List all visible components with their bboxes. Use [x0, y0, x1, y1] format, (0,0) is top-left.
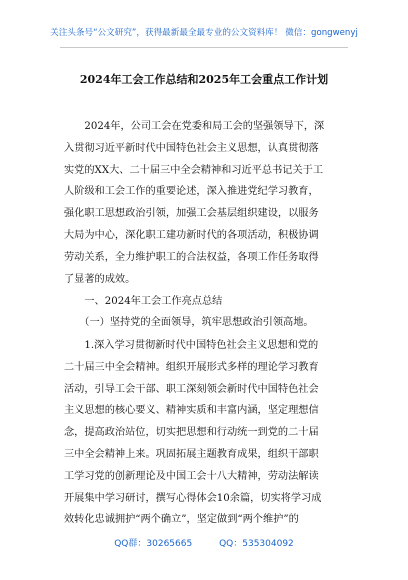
text-line: 人阶级和工会工作的重要论述，深入推进党纪学习教育，: [64, 186, 319, 198]
text-line: 活动，引导工会干部、职工深刻领会新时代中国特色社会: [64, 383, 319, 395]
text-line: 三中全会精神上来。巩固拓展主题教育成果，组织干部职: [64, 448, 319, 460]
text-line: 工学习党的创新理论及中国工会十八大精神，劳动法解读: [64, 470, 319, 482]
text-line: 劳动关系，全力维护职工的合法权益，各项工作任务取得: [64, 251, 319, 263]
footer-contact: [0, 538, 408, 550]
header-promo-note: 关注头条号“公文研究”，获得最新最全最专业的公文资料库！ 微信：gongwenyj: [50, 28, 358, 38]
document-title: 2024年工会工作总结和2025年工会重点工作计划: [79, 73, 329, 86]
text-line: 开展集中学习研讨，撰写心得体会10余篇，切实将学习成: [64, 492, 322, 504]
text-line: 大局为中心，深化职工建功新时代的各项活动，积极协调: [64, 229, 319, 241]
text-line: 了显著的成效。: [64, 273, 136, 285]
text-line: 强化职工思想政治引领，加强工会基层组织建设，以服务: [64, 208, 319, 220]
text-line: 效转化忠诚拥护“两个确立”，坚定做到“两个维护”的: [64, 514, 299, 526]
subsection-heading: （一）坚持党的全面领导，筑牢思想政治引领高地。: [64, 317, 314, 328]
text-line: 2024年，公司工会在党委和局工会的坚强领导下，深: [64, 121, 325, 132]
text-line: 1.深入学习贯彻新时代中国特色社会主义思想和党的: [64, 340, 319, 351]
text-line: 二十届三中全会精神。组织开展形式多样的理论学习教育: [64, 361, 319, 373]
section-heading: 一、2024年工会工作亮点总结: [64, 296, 223, 307]
text-line: 入贯彻习近平新时代中国特色社会主义思想，认真贯彻落: [64, 142, 319, 154]
header-divider: [60, 47, 348, 48]
footer-qq-number: QQ：535304092: [219, 539, 294, 549]
text-line: 念，提高政治站位，切实把思想和行动统一到党的二十届: [64, 427, 319, 439]
body-paragraph: [64, 335, 354, 531]
text-line: 实党的XX大、二十届三中全会精神和习近平总书记关于工: [64, 164, 324, 176]
intro-paragraph: [64, 116, 354, 290]
text-line: 主义思想的核心要义、精神实质和丰富内涵，坚定理想信: [64, 405, 319, 417]
footer-qq-group: QQ群：30265665: [114, 539, 193, 549]
